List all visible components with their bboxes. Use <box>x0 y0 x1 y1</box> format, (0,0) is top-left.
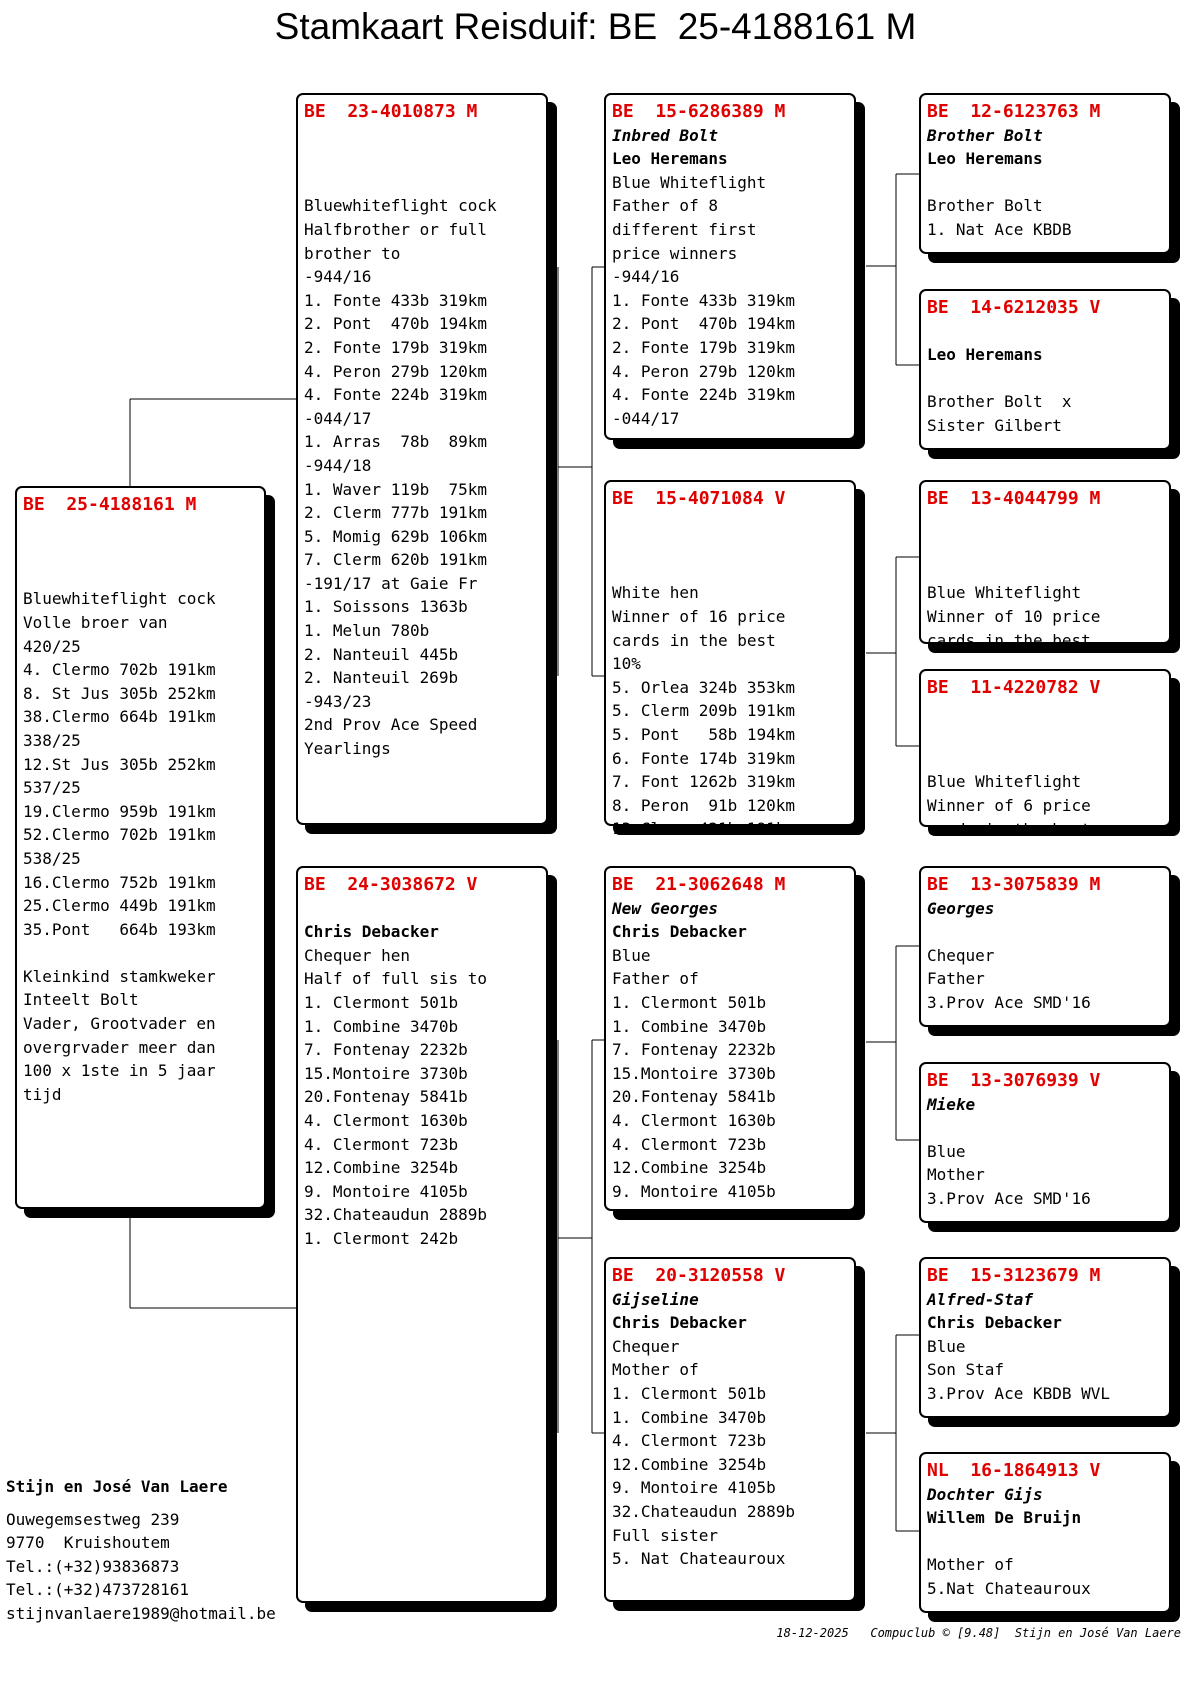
card-body <box>921 482 1169 652</box>
owner-mobile: Tel.:(+32)473728161 <box>6 1580 190 1600</box>
card-body <box>921 868 1169 1015</box>
pigeon-name: Georges <box>927 898 995 918</box>
info-line: Blue Whiteflight <box>612 172 767 192</box>
pigeon-name <box>927 320 1169 344</box>
breeder-name: Leo Heremans <box>927 149 1043 169</box>
info-line: 3.Prov Ace SMD'16 <box>927 992 1091 1012</box>
info-line: Father of 8 <box>612 196 718 216</box>
ring-number: BE 23-4010873 M <box>304 101 478 122</box>
breeder-name <box>927 534 1169 558</box>
info-line: 9. Montoire 4105b <box>612 1181 776 1201</box>
info-line: Bluewhiteflight cock <box>304 196 497 216</box>
footer-text: 18-12-2025 Compuclub © [9.48] Stijn en José Van Laere <box>776 1626 1181 1640</box>
info-line: 9. Montoire 4105b <box>304 1181 468 1201</box>
info-line: -944/18 <box>304 455 372 475</box>
info-line: 3.Prov Ace KBDB WVL <box>927 1383 1111 1403</box>
info-line <box>927 367 1169 391</box>
card-body <box>921 1259 1169 1406</box>
info-line: 35.Pont 664b 193km <box>23 919 216 939</box>
info-line: 9. Montoire 4105b <box>612 1478 776 1498</box>
owner-phone: Tel.:(+32)93836873 <box>6 1556 180 1576</box>
pigeon-name: Mieke <box>927 1094 976 1114</box>
pigeon-name: Brother Bolt <box>927 125 1043 145</box>
info-line: 4. Clermont 723b <box>612 1134 767 1154</box>
info-line: 4. Peron 279b 120km <box>612 361 796 381</box>
ring-number: BE 13-3075839 M <box>927 874 1101 895</box>
pigeon-card <box>604 480 856 839</box>
card-body <box>298 868 546 1251</box>
pigeon-card <box>919 1452 1171 1613</box>
info-line <box>927 1530 1169 1554</box>
pigeon-name <box>927 511 1169 535</box>
ring-number: BE 14-6212035 V <box>927 297 1101 318</box>
info-line <box>927 747 1169 771</box>
info-line <box>23 564 264 588</box>
info-line: overgrvader meer dan <box>23 1037 216 1057</box>
pigeon-card <box>296 866 548 1603</box>
info-line: 12.Combine 3254b <box>304 1158 459 1178</box>
breeder-name: Leo Heremans <box>612 149 728 169</box>
pigeon-card <box>919 1257 1171 1418</box>
info-line: 5. Pont 58b 194km <box>612 724 796 744</box>
pigeon-card <box>919 289 1171 450</box>
ring-number: BE 15-4071084 V <box>612 488 786 509</box>
ring-number: BE 11-4220782 V <box>927 677 1101 698</box>
info-line: 1. Combine 3470b <box>304 1016 459 1036</box>
info-line: 338/25 <box>23 730 81 750</box>
info-line: 100 x 1ste in 5 jaar <box>23 1061 216 1081</box>
info-line: Brother Bolt <box>927 196 1043 216</box>
info-line: 420/25 <box>23 636 81 656</box>
info-line: Mother of <box>612 1360 699 1380</box>
breeder-name: Chris Debacker <box>612 922 747 942</box>
info-line: 1. Soissons 1363b <box>304 597 468 617</box>
info-line: 2. Nanteuil 445b <box>304 644 459 664</box>
info-line: 15.Montoire 3730b <box>304 1063 468 1083</box>
pigeon-name: Dochter Gijs <box>927 1484 1043 1504</box>
info-line: Mother <box>927 1165 985 1185</box>
info-line: Full sister <box>612 1525 718 1545</box>
info-line: 25.Clermo 449b 191km <box>23 896 216 916</box>
info-line: Mother of <box>927 1555 1014 1575</box>
info-line: 10% <box>612 654 641 674</box>
pigeon-name: Alfred-Staf <box>927 1289 1033 1309</box>
info-line: 7. Clerm 620b 191km <box>304 550 488 570</box>
breeder-name: Willem De Bruijn <box>927 1508 1082 1528</box>
ring-number: BE 25-4188161 M <box>23 494 197 515</box>
info-line: 537/25 <box>23 778 81 798</box>
info-line: 38.Clermo 664b 191km <box>23 707 216 727</box>
pigeon-name: New Georges <box>612 898 718 918</box>
info-line: Blue Whiteflight <box>927 772 1082 792</box>
info-line: Sister Gilbert <box>927 415 1062 435</box>
info-line: 2. Fonte 179b 319km <box>612 337 796 357</box>
info-line: 19.Clermo 959b 191km <box>23 801 216 821</box>
owner-address: Ouwegemsestweg 239 <box>6 1509 180 1529</box>
info-line: Father of <box>612 969 699 989</box>
info-line: 1. Clermont 242b <box>304 1228 459 1248</box>
info-line: 5. Clerm 209b 191km <box>612 701 796 721</box>
pigeon-card <box>15 486 266 1209</box>
pigeon-card <box>919 93 1171 254</box>
info-line: 2. Fonte 179b 319km <box>304 337 488 357</box>
card-body <box>921 95 1169 242</box>
info-line: -943/23 <box>304 691 372 711</box>
breeder-name: Chris Debacker <box>304 922 439 942</box>
info-line: price winners <box>612 243 738 263</box>
info-line: Brother Bolt x <box>927 392 1072 412</box>
pigeon-name <box>23 517 264 541</box>
info-line: 1. Clermont 501b <box>612 1383 767 1403</box>
pigeon-card <box>604 866 856 1211</box>
info-line: -191/17 at Gaie Fr <box>304 573 478 593</box>
breeder-name <box>927 723 1169 747</box>
info-line: 2. Clerm 777b 191km <box>304 503 488 523</box>
info-line: 538/25 <box>23 848 81 868</box>
pigeon-name <box>304 124 546 148</box>
owner-info <box>6 1475 276 1626</box>
card-body <box>17 488 264 1106</box>
ring-number: BE 13-3076939 V <box>927 1070 1101 1091</box>
info-line: 4. Clermont 1630b <box>304 1110 468 1130</box>
card-body <box>606 1259 854 1571</box>
info-line: 5. Orlea 324b 353km <box>612 677 796 697</box>
info-line: cards in the best <box>927 630 1091 650</box>
info-line: -044/17 <box>612 408 680 428</box>
info-line: -944/16 <box>612 267 680 287</box>
info-line: Halfbrother or full <box>304 219 488 239</box>
info-line: 4. Clermont 723b <box>612 1431 767 1451</box>
pigeon-name <box>927 700 1169 724</box>
info-line: 1. Nat Ace KBDB <box>927 219 1072 239</box>
info-line: Winner of 6 price <box>927 795 1091 815</box>
pigeon-card <box>604 1257 856 1602</box>
pigeon-name <box>612 511 854 535</box>
info-line: 5. Nat Chateauroux <box>612 1549 786 1569</box>
info-line: 12.Combine 3254b <box>612 1454 767 1474</box>
ring-number: BE 15-6286389 M <box>612 101 786 122</box>
info-line: Chequer <box>927 945 995 965</box>
info-line: 4. Clermont 723b <box>304 1134 459 1154</box>
ring-number: BE 15-3123679 M <box>927 1265 1101 1286</box>
ring-number: BE 20-3120558 V <box>612 1265 786 1286</box>
pigeon-card <box>919 669 1171 839</box>
page-title: Stamkaart Reisduif: BE 25-4188161 M <box>274 6 917 47</box>
info-line <box>927 171 1169 195</box>
info-line: 20.Fontenay 5841b <box>612 1087 776 1107</box>
info-line: 32.Chateaudun 2889b <box>612 1501 796 1521</box>
breeder-name: Leo Heremans <box>927 345 1043 365</box>
breeder-name <box>304 147 546 171</box>
info-line: 4. Clermont 1630b <box>612 1110 776 1130</box>
info-line: 2nd Prov Ace Speed <box>304 715 478 735</box>
breeder-name: Chris Debacker <box>612 1313 747 1333</box>
info-line: Volle broer van <box>23 612 168 632</box>
info-line: 4. Clermo 702b 191km <box>23 660 216 680</box>
info-line: 4. Fonte 224b 319km <box>304 385 488 405</box>
owner-city: 9770 Kruishoutem <box>6 1533 170 1553</box>
info-line: 15.Montoire 3730b <box>612 1063 776 1083</box>
info-line: 16.Clermo 752b 191km <box>23 872 216 892</box>
info-line: Chequer <box>612 1336 680 1356</box>
info-line: Bluewhiteflight cock <box>23 589 216 609</box>
info-line: 12.Combine 3254b <box>612 1158 767 1178</box>
pigeon-card <box>296 93 548 825</box>
card-body <box>921 671 1169 841</box>
breeder-name <box>23 540 264 564</box>
info-line: Chequer hen <box>304 945 410 965</box>
info-line: Blue <box>927 1141 966 1161</box>
info-line: 32.Chateaudun 2889b <box>304 1205 488 1225</box>
info-line: Blue <box>927 1336 966 1356</box>
card-body <box>921 1064 1169 1211</box>
info-line: cards in the best <box>927 819 1091 839</box>
ring-number: BE 12-6123763 M <box>927 101 1101 122</box>
info-line: 20.Fontenay 5841b <box>304 1087 468 1107</box>
info-line: Vader, Grootvader en <box>23 1014 216 1034</box>
info-line: 1. Fonte 433b 319km <box>304 290 488 310</box>
owner-name: Stijn en José Van Laere <box>6 1477 228 1496</box>
info-line: different first <box>612 219 757 239</box>
info-line: 5.Nat Chateauroux <box>927 1578 1091 1598</box>
info-line: Blue <box>612 945 651 965</box>
card-body <box>921 1454 1169 1601</box>
card-body <box>606 95 854 430</box>
breeder-name: Chris Debacker <box>927 1313 1062 1333</box>
info-line: cards in the best <box>612 630 776 650</box>
info-line: 6. Fonte 174b 319km <box>612 748 796 768</box>
info-line: Yearlings <box>304 739 391 759</box>
info-line: tijd <box>23 1084 62 1104</box>
info-line: 8. St Jus 305b 252km <box>23 683 216 703</box>
info-line: 1. Waver 119b 75km <box>304 479 488 499</box>
info-line: 1. Melun 780b <box>304 621 430 641</box>
info-line: 8. Peron 91b 120km <box>612 795 796 815</box>
info-line: 2. Nanteuil 269b <box>304 668 459 688</box>
breeder-name <box>927 920 1169 944</box>
info-line: Winner of 16 price <box>612 606 786 626</box>
ring-number: BE 21-3062648 M <box>612 874 786 895</box>
pigeon-card <box>919 480 1171 650</box>
info-line: Blue Whiteflight <box>927 583 1082 603</box>
info-line: 2. Pont 470b 194km <box>612 314 796 334</box>
ring-number: BE 13-4044799 M <box>927 488 1101 509</box>
breeder-name <box>612 534 854 558</box>
ring-number: NL 16-1864913 V <box>927 1460 1101 1481</box>
ring-number: BE 24-3038672 V <box>304 874 478 895</box>
info-line: 7. Fontenay 2232b <box>612 1040 776 1060</box>
info-line <box>927 558 1169 582</box>
info-line: Winner of 10 price <box>927 606 1101 626</box>
info-line: 4. Peron 279b 120km <box>304 361 488 381</box>
info-line: Inteelt Bolt <box>23 990 139 1010</box>
info-line: Son Staf <box>927 1360 1005 1380</box>
info-line: 7. Fontenay 2232b <box>304 1040 468 1060</box>
info-line: 1. Combine 3470b <box>612 1407 767 1427</box>
info-line: 7. Font 1262b 319km <box>612 772 796 792</box>
info-line: 1. Combine 3470b <box>612 1016 767 1036</box>
info-line: 2. Pont 470b 194km <box>304 314 488 334</box>
card-body <box>606 482 854 841</box>
info-line <box>23 941 264 965</box>
info-line: 52.Clermo 702b 191km <box>23 825 216 845</box>
pigeon-card <box>604 93 856 440</box>
info-line: 12.St Jus 305b 252km <box>23 754 216 774</box>
info-line <box>304 171 546 195</box>
info-line: 3.Prov Ace SMD'16 <box>927 1188 1091 1208</box>
pigeon-name: Gijseline <box>612 1289 699 1309</box>
info-line <box>612 558 854 582</box>
info-line: 1. Clermont 501b <box>612 992 767 1012</box>
info-line: 1. Fonte 433b 319km <box>612 290 796 310</box>
breeder-name <box>927 1116 1169 1140</box>
info-line: 1. Arras 78b 89km <box>304 432 488 452</box>
info-line: Half of full sis to <box>304 969 488 989</box>
info-line: Father <box>927 969 985 989</box>
pigeon-name: Inbred Bolt <box>612 125 718 145</box>
owner-email: stijnvanlaere1989@hotmail.be <box>6 1603 276 1623</box>
card-body <box>606 868 854 1203</box>
info-line: -044/17 <box>304 408 372 428</box>
card-body <box>298 95 546 761</box>
info-line: 1. Clermont 501b <box>304 992 459 1012</box>
pigeon-card <box>919 1062 1171 1223</box>
info-line: brother to <box>304 243 401 263</box>
info-line: 13.Clerm 421b 191km <box>612 819 796 839</box>
pigeon-name <box>304 897 546 921</box>
pigeon-card <box>919 866 1171 1027</box>
info-line: 5. Momig 629b 106km <box>304 526 488 546</box>
card-body <box>921 291 1169 438</box>
info-line: Kleinkind stamkweker <box>23 966 216 986</box>
info-line: 4. Fonte 224b 319km <box>612 385 796 405</box>
info-line: -944/16 <box>304 267 372 287</box>
info-line: White hen <box>612 583 699 603</box>
